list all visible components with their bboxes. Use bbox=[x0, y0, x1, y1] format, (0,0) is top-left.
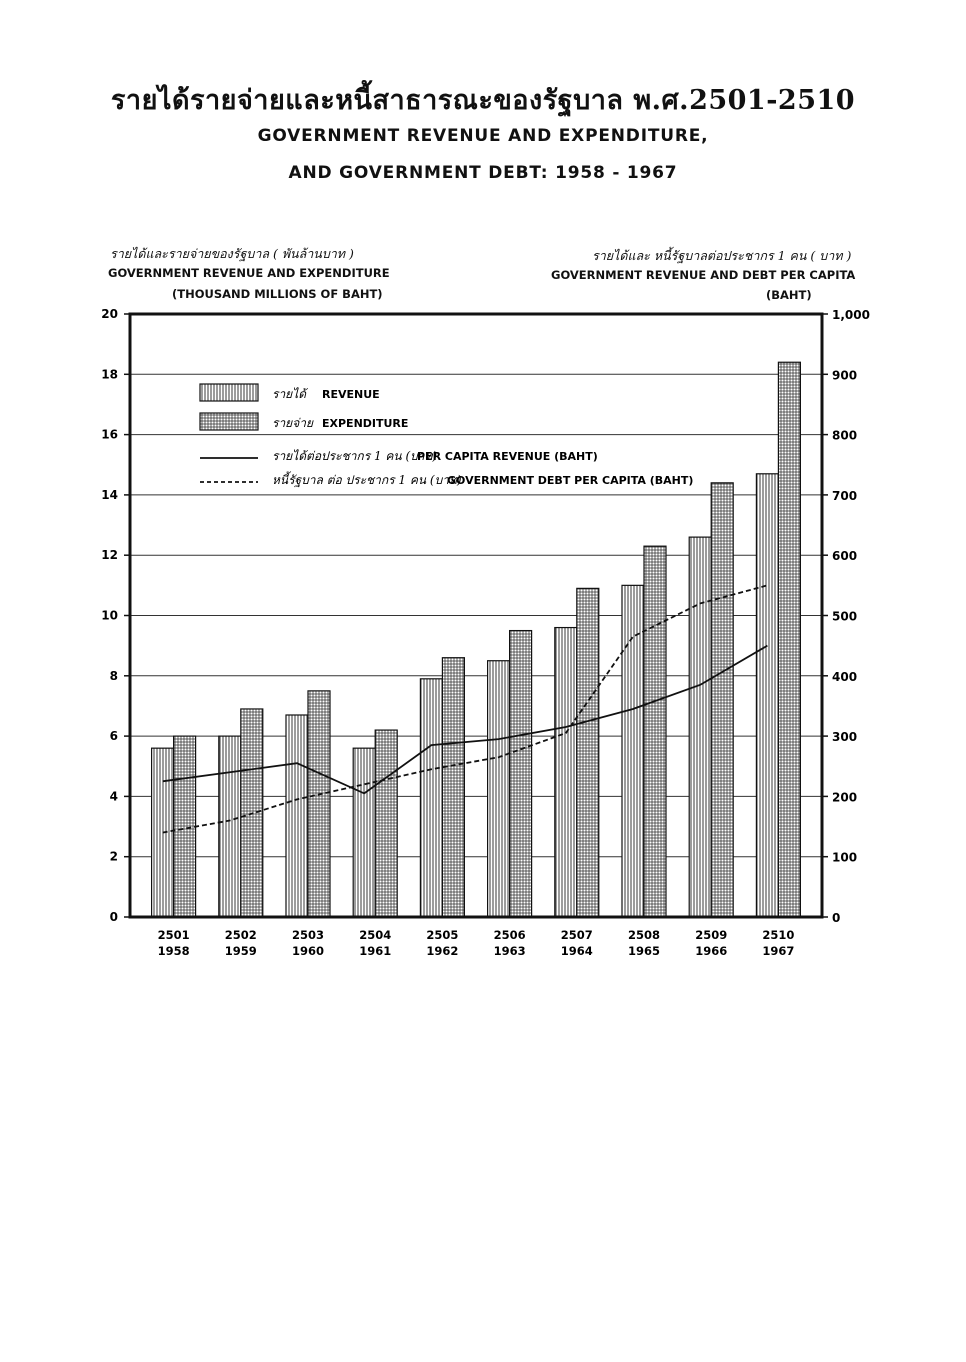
x-tick-label: 1960 bbox=[291, 944, 325, 958]
x-tick-label: 1962 bbox=[426, 944, 459, 958]
x-tick-label-thai-year: 2504 bbox=[359, 928, 392, 942]
x-tick-label: 1964 bbox=[560, 944, 593, 958]
x-tick-label-thai-year: 2509 bbox=[695, 928, 728, 942]
revenue-bar bbox=[219, 736, 241, 917]
y2-tick-label: 500 bbox=[832, 609, 858, 624]
expenditure-bar bbox=[308, 691, 330, 917]
y-tick-label: 6 bbox=[109, 729, 118, 744]
x-tick-label-thai-year: 2502 bbox=[224, 928, 257, 942]
revenue-bar bbox=[286, 715, 308, 917]
chart-title-english-line1: GOVERNMENT REVENUE AND EXPENDITURE, bbox=[257, 126, 709, 146]
x-tick-label: 1958 bbox=[157, 944, 190, 958]
right-axis-label-thai: รายได้และ หนี้รัฐบาลต่อประชากร 1 คน ( บาท ) bbox=[592, 248, 852, 263]
left-axis-label: GOVERNMENT REVENUE AND EXPENDITURE bbox=[108, 266, 390, 280]
y-tick-label: 16 bbox=[101, 427, 118, 442]
expenditure-bar bbox=[711, 483, 733, 917]
y-tick-label: 12 bbox=[101, 548, 118, 563]
y2-tick-label: 800 bbox=[832, 428, 858, 443]
x-tick-label-thai-year: 2510 bbox=[762, 928, 795, 942]
y-tick-label: 2 bbox=[109, 849, 118, 864]
legend-revenue-label: REVENUE bbox=[322, 388, 380, 401]
expenditure-bar bbox=[577, 588, 599, 917]
revenue-bar bbox=[622, 585, 644, 917]
legend-per-capita-revenue-label-thai: รายได้ต่อประชากร 1 คน (บาท) bbox=[272, 449, 438, 463]
x-tick-label-thai-year: 2501 bbox=[157, 928, 190, 942]
y2-tick-label: 700 bbox=[832, 488, 858, 503]
x-tick-label: 1967 bbox=[762, 944, 795, 958]
x-tick-label-thai-year: 2503 bbox=[291, 928, 325, 942]
legend-debt-per-capita-label: GOVERNMENT DEBT PER CAPITA (BAHT) bbox=[447, 474, 694, 487]
y-tick-label: 8 bbox=[109, 668, 118, 683]
legend-expenditure-label-thai: รายจ่าย bbox=[272, 416, 314, 430]
chart-title-english-line2: AND GOVERNMENT DEBT: 1958 - 1967 bbox=[288, 163, 678, 183]
y-tick-label: 0 bbox=[109, 910, 118, 924]
legend bbox=[200, 384, 693, 488]
revenue-bar bbox=[555, 628, 577, 917]
revenue-bar bbox=[353, 748, 375, 917]
y2-tick-label: 200 bbox=[832, 790, 858, 805]
x-tick-label-thai-year: 2508 bbox=[627, 928, 661, 942]
legend-expenditure-swatch bbox=[200, 413, 258, 430]
y-tick-label: 4 bbox=[109, 789, 118, 804]
legend-expenditure-label: EXPENDITURE bbox=[322, 417, 409, 430]
left-axis-label-thai: รายได้และรายจ่ายของรัฐบาล ( พันล้านบาท ) bbox=[110, 246, 354, 261]
x-tick-label-thai-year: 2506 bbox=[493, 928, 526, 942]
x-tick-label: 1963 bbox=[493, 944, 526, 958]
legend-debt-per-capita-label-thai: หนี้รัฐบาล ต่อ ประชากร 1 คน (บาท) bbox=[272, 473, 462, 487]
category-labels bbox=[158, 928, 795, 958]
x-tick-label: 1965 bbox=[627, 944, 661, 958]
expenditure-bar bbox=[644, 546, 666, 917]
y-tick-label: 14 bbox=[101, 487, 118, 502]
expenditure-bar bbox=[375, 730, 397, 917]
y2-tick-label: 0 bbox=[832, 911, 841, 925]
revenue-bar bbox=[689, 537, 711, 917]
x-tick-label-thai-year: 2507 bbox=[560, 928, 593, 942]
y2-tick-label: 300 bbox=[832, 730, 858, 745]
x-tick-label: 1959 bbox=[224, 944, 257, 958]
y2-tick-label: 600 bbox=[832, 549, 858, 564]
y-tick-label: 18 bbox=[101, 367, 118, 382]
x-tick-label: 1966 bbox=[695, 944, 728, 958]
y-tick-label: 10 bbox=[101, 608, 118, 623]
revenue-bar bbox=[488, 661, 510, 917]
y2-tick-label: 900 bbox=[832, 368, 858, 383]
legend-per-capita-revenue-label: PER CAPITA REVENUE (BAHT) bbox=[417, 450, 598, 463]
chart-title-thai: รายได้รายจ่ายและหนี้สาธารณะของรัฐบาล พ.ศ.2501-2510 bbox=[110, 85, 856, 116]
x-tick-label-thai-year: 2505 bbox=[426, 928, 459, 942]
bars-group bbox=[152, 362, 801, 917]
legend-revenue-swatch bbox=[200, 384, 258, 401]
expenditure-bar bbox=[442, 658, 464, 917]
legend-revenue-label-thai: รายได้ bbox=[272, 387, 307, 401]
y2-tick-label: 1,000 bbox=[832, 308, 870, 322]
right-axis-unit: (BAHT) bbox=[766, 288, 812, 302]
expenditure-bar bbox=[510, 631, 532, 917]
y2-tick-label: 400 bbox=[832, 669, 858, 684]
expenditure-bar bbox=[174, 736, 196, 917]
right-axis-label: GOVERNMENT REVENUE AND DEBT PER CAPITA bbox=[551, 268, 856, 282]
y-tick-label: 20 bbox=[101, 307, 118, 321]
y2-tick-label: 100 bbox=[832, 850, 858, 865]
left-axis-unit: (THOUSAND MILLIONS OF BAHT) bbox=[172, 287, 383, 301]
x-tick-label: 1961 bbox=[359, 944, 392, 958]
expenditure-bar bbox=[778, 362, 800, 917]
revenue-bar bbox=[420, 679, 442, 917]
revenue-bar bbox=[756, 474, 778, 917]
